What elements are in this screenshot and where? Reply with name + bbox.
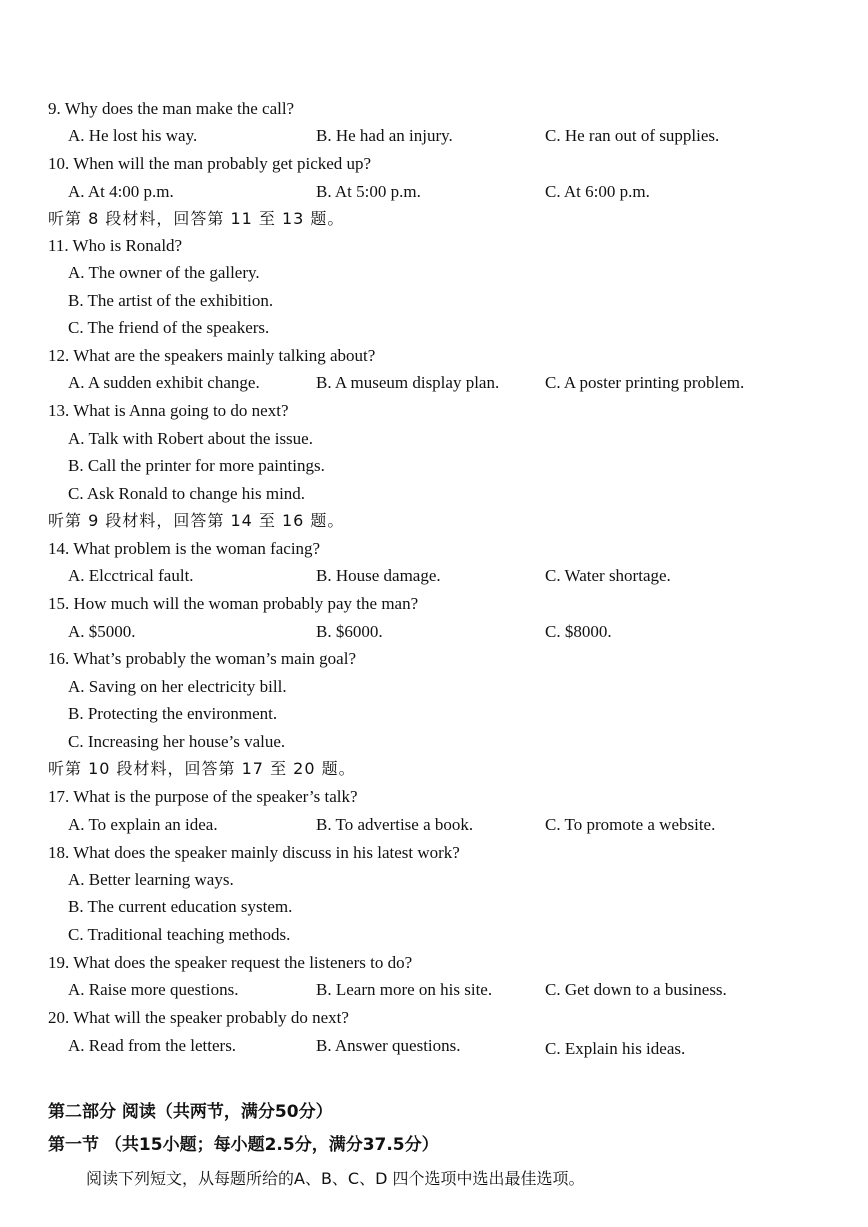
option-c: C. Get down to a business.: [545, 980, 727, 999]
option-a: A. Talk with Robert about the issue.: [68, 429, 313, 448]
reading-instruction: 阅读下列短文，从每题所给的A、B、C、D 四个选项中选出最佳选项。: [86, 1169, 585, 1188]
option-c: C. $8000.: [545, 622, 612, 641]
option-b: B. The artist of the exhibition.: [68, 291, 274, 310]
section-8-header: 听第 8 段材料，回答第 11 至 13 题。: [48, 209, 345, 228]
question-13-stem: 13. What is Anna going to do next?: [48, 401, 289, 420]
option-a: A. A sudden exhibit change.: [68, 373, 260, 392]
section-9-header: 听第 9 段材料，回答第 14 至 16 题。: [48, 511, 345, 530]
option-b: B. Answer questions.: [316, 1036, 461, 1055]
option-b: B. $6000.: [316, 622, 383, 641]
question-12-stem: 12. What are the speakers mainly talking about?: [48, 346, 376, 365]
part-2-title: 第二部分 阅读（共两节，满分50分）: [48, 1102, 333, 1122]
question-9-stem: 9. Why does the man make the call?: [48, 99, 295, 118]
question-17-stem: 17. What is the purpose of the speaker’s talk?: [48, 787, 358, 806]
option-c: C. Water shortage.: [545, 566, 671, 585]
option-a: A. Saving on her electricity bill.: [68, 677, 287, 696]
option-c: C. Traditional teaching methods.: [68, 925, 291, 944]
question-11-stem: 11. Who is Ronald?: [48, 236, 183, 255]
question-14-stem: 14. What problem is the woman facing?: [48, 539, 321, 558]
option-b: B. To advertise a book.: [316, 815, 474, 834]
option-a: A. $5000.: [68, 622, 136, 641]
option-c: C. Ask Ronald to change his mind.: [68, 484, 306, 503]
option-a: A. Better learning ways.: [68, 870, 234, 889]
option-c: C. The friend of the speakers.: [68, 318, 270, 337]
option-a: A. To explain an idea.: [68, 815, 218, 834]
question-18-stem: 18. What does the speaker mainly discuss in his latest work?: [48, 843, 460, 862]
option-b: B. At 5:00 p.m.: [316, 182, 421, 201]
option-c: C. Increasing her house’s value.: [68, 732, 286, 751]
option-a: A. At 4:00 p.m.: [68, 182, 174, 201]
section-1-title: 第一节 （共15小题；每小题2.5分，满分37.5分）: [48, 1135, 439, 1155]
option-a: A. Raise more questions.: [68, 980, 239, 999]
option-b: B. Learn more on his site.: [316, 980, 493, 999]
option-a: A. Elcctrical fault.: [68, 566, 194, 585]
question-20-stem: 20. What will the speaker probably do next?: [48, 1008, 349, 1027]
question-10-stem: 10. When will the man probably get picked up?: [48, 154, 372, 173]
option-c: C. At 6:00 p.m.: [545, 182, 650, 201]
question-16-stem: 16. What’s probably the woman’s main goal?: [48, 649, 356, 668]
option-a: A. The owner of the gallery.: [68, 263, 260, 282]
option-b: B. Protecting the environment.: [68, 704, 278, 723]
option-b: B. Call the printer for more paintings.: [68, 456, 325, 475]
option-b: B. The current education system.: [68, 897, 293, 916]
option-c: C. He ran out of supplies.: [545, 126, 720, 145]
option-a: A. He lost his way.: [68, 126, 198, 145]
section-10-header: 听第 10 段材料，回答第 17 至 20 题。: [48, 759, 356, 778]
option-b: B. He had an injury.: [316, 126, 453, 145]
option-a: A. Read from the letters.: [68, 1036, 237, 1055]
option-b: B. House damage.: [316, 566, 441, 585]
option-b: B. A museum display plan.: [316, 373, 500, 392]
option-c: C. Explain his ideas.: [545, 1039, 686, 1058]
option-c: C. To promote a website.: [545, 815, 716, 834]
question-15-stem: 15. How much will the woman probably pay the man?: [48, 594, 419, 613]
option-c: C. A poster printing problem.: [545, 373, 745, 392]
question-19-stem: 19. What does the speaker request the listeners to do?: [48, 953, 413, 972]
